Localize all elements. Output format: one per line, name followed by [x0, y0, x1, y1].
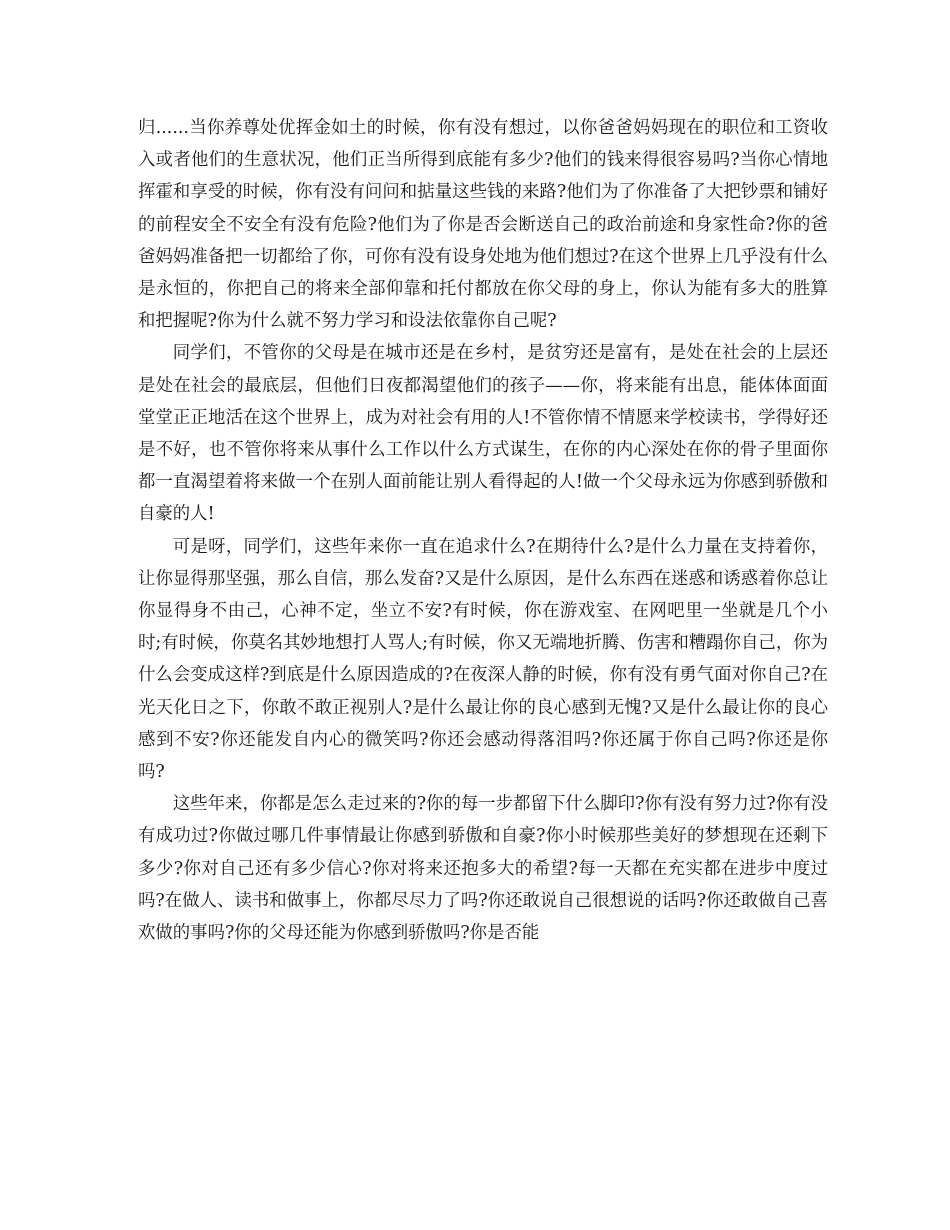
paragraph-4: 这些年来，你都是怎么走过来的?你的每一步都留下什么脚印?你有没有努力过?你有没有成功过?你做过哪几件事情最让你感到骄傲和自豪?你小时候那些美好的梦想现在还剩下多少?你对自己还有多少信心?你对将来还抱多大的希望?每一天都在充实都在进步中度过吗?在做人、读书和做事上，你都尽尽力了吗?你还敢说自己很想说的话吗?你还敢做自己喜欢做的事吗?你的父母还能为你感到骄傲吗?你是否能 — [138, 794, 828, 944]
paragraph-3: 可是呀，同学们，这些年来你一直在追求什么?在期待什么?是什么力量在支持着你，让你显得那坚强，那么自信，那么发奋?又是什么原因，是什么东西在迷惑和诱惑着你总让你显得身不由己，心神不定，坐立不安?有时候，你在游戏室、在网吧里一坐就是几个小时;有时候，你莫名其妙地想打人骂人;有时候，你又无端地折腾、伤害和糟蹋你自己，你为什么会变成这样?到底是什么原因造成的?在夜深人静的时候，你有没有勇气面对你自己?在光天化日之下，你敢不敢正视别人?是什么最让你的良心感到无愧?又是什么最让你的良心感到不安?你还能发自内心的微笑吗?你还会感动得落泪吗?你还属于你自己吗?你还是你吗? — [138, 536, 828, 783]
paragraph-1: 归......当你养尊处优挥金如土的时候，你有没有想过，以你爸爸妈妈现在的职位和工资收入或者他们的生意状况，他们正当所得到底能有多少?他们的钱来得很容易吗?当你心情地挥霍和享受的时候，你有没有问问和掂量这些钱的来路?他们为了你准备了大把钞票和铺好的前程安全不安全有没有危险?他们为了你是否会断送自己的政治前途和身家性命?你的爸爸妈妈准备把一切都给了你，可你有没有设身处地为他们想过?在这个世界上几乎没有什么是永恒的，你把自己的将来全部仰靠和托付都放在你父母的身上，你认为能有多大的胜算和把握呢?你为什么就不努力学习和设法依靠你自己呢? — [138, 118, 828, 332]
document-page — [138, 112, 828, 949]
paragraph-2: 同学们，不管你的父母是在城市还是在乡村，是贫穷还是富有，是处在社会的上层还是处在社会的最底层，但他们日夜都渴望他们的孩子——你，将来能有出息，能体体面面堂堂正正地活在这个世界上，成为对社会有用的人!不管你情不情愿来学校读书，学得好还是不好，也不管你将来从事什么工作以什么方式谋生，在你的内心深处在你的骨子里面你都一直渴望着将来做一个在别人面前能让别人看得起的人!做一个父母永远为你感到骄傲和自豪的人! — [138, 343, 828, 525]
